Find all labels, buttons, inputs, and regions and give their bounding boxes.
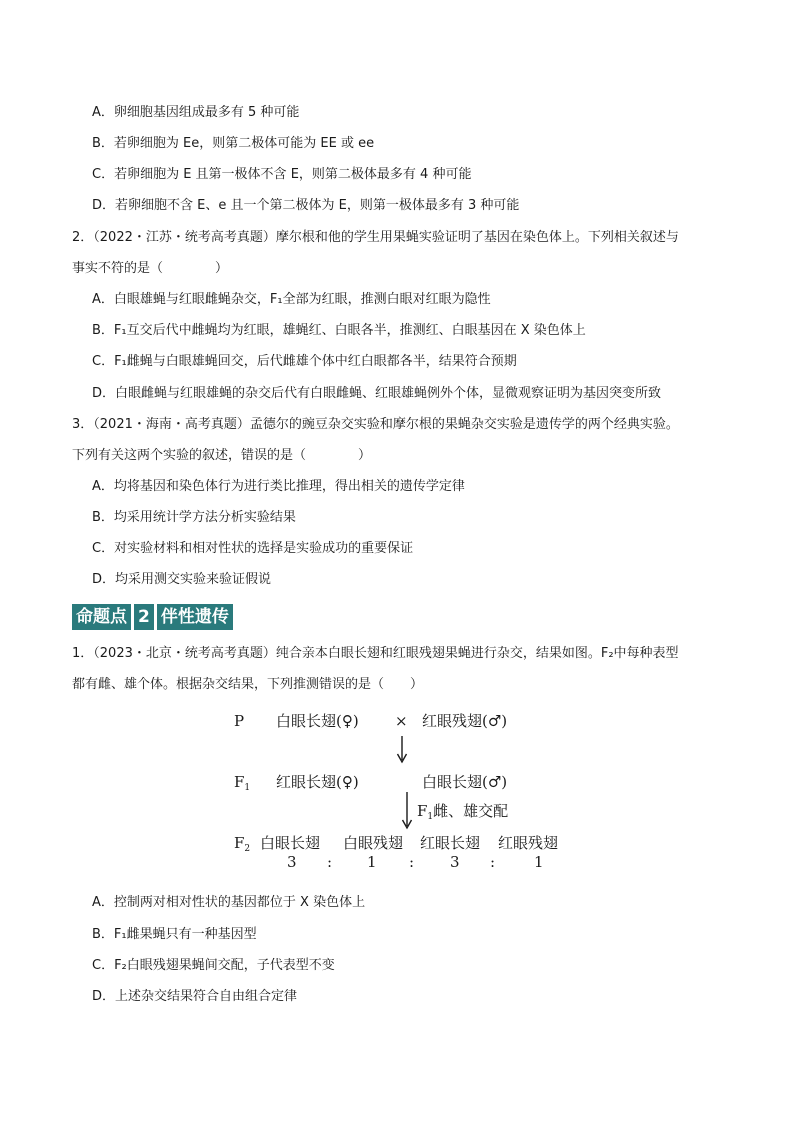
q3-option-b: B．均采用统计学方法分析实验结果 bbox=[92, 510, 296, 525]
q4-option-b: B．F₁雌果蝇只有一种基因型 bbox=[92, 927, 257, 942]
arrow-down-icon bbox=[401, 792, 413, 832]
q4-option-d: D．上述杂交结果符合自由组合定律 bbox=[92, 989, 298, 1004]
f2-phenotype-2: 白眼残翅 bbox=[343, 834, 404, 852]
q3-option-a: A．均将基因和染色体行为进行类比推理，得出相关的遗传学定律 bbox=[92, 479, 465, 494]
section-heading-label: 命题点 bbox=[72, 604, 131, 630]
f1-male-phenotype: 白眼长翅(♂) bbox=[422, 773, 508, 791]
q2-option-b: B．F₁互交后代中雌蝇均为红眼，雄蝇红、白眼各半，推测红、白眼基因在 X 染色体上 bbox=[92, 323, 586, 338]
ratio-value-4: 1 bbox=[534, 853, 544, 871]
q1-option-d: D．若卵细胞不含 E、e 且一个第二极体为 E，则第一极体最多有 3 种可能 bbox=[92, 198, 520, 213]
q2-option-a: A．白眼雄蝇与红眼雌蝇杂交，F₁全部为红眼，推测白眼对红眼为隐性 bbox=[92, 292, 491, 307]
ratio-value-1: 3 bbox=[287, 853, 297, 871]
arrow-down-icon bbox=[396, 736, 408, 766]
ratio-value-3: 3 bbox=[450, 853, 460, 871]
q3-option-d: D．均采用测交实验来验证假说 bbox=[92, 572, 272, 587]
ratio-separator-3: : bbox=[490, 853, 496, 871]
f2-phenotype-3: 红眼长翅 bbox=[420, 834, 481, 852]
q2-stem-line1: 2．（2022・江苏・统考高考真题）摩尔根和他的学生用果蝇实验证明了基因在染色体上。下列相关叙述与 bbox=[72, 230, 679, 245]
ratio-separator-2: : bbox=[409, 853, 415, 871]
generation-f1-label: $F_1$ bbox=[234, 773, 251, 793]
f1-intercross-label: $F_1$雌、雄交配 bbox=[417, 802, 509, 822]
ratio-separator-1: : bbox=[327, 853, 333, 871]
q4-option-a: A．控制两对相对性状的基因都位于 X 染色体上 bbox=[92, 895, 366, 910]
p-male-phenotype: 红眼残翅(♂) bbox=[422, 712, 508, 730]
q3-option-c: C．对实验材料和相对性状的选择是实验成功的重要保证 bbox=[92, 541, 414, 556]
p-female-phenotype: 白眼长翅(♀) bbox=[276, 712, 359, 730]
q1-option-c: C．若卵细胞为 E 且第一极体不含 E，则第二极体最多有 4 种可能 bbox=[92, 167, 472, 182]
q1-option-a: A．卵细胞基因组成最多有 5 种可能 bbox=[92, 105, 300, 120]
q4-stem-line2: 都有雌、雄个体。根据杂交结果，下列推测错误的是（ ） bbox=[72, 677, 424, 692]
q1-option-b: B．若卵细胞为 Ee，则第二极体可能为 EE 或 ee bbox=[92, 136, 375, 151]
f2-phenotype-1: 白眼长翅 bbox=[260, 834, 321, 852]
q4-option-c: C．F₂白眼残翅果蝇间交配，子代表型不变 bbox=[92, 958, 335, 973]
f1-female-phenotype: 红眼长翅(♀) bbox=[276, 773, 359, 791]
cross-symbol: × bbox=[395, 712, 408, 730]
f2-phenotype-4: 红眼残翅 bbox=[498, 834, 559, 852]
q4-stem-line1: 1．（2023・北京・统考高考真题）纯合亲本白眼长翅和红眼残翅果蝇进行杂交，结果如图。F₂中每种表型 bbox=[72, 646, 679, 661]
ratio-value-2: 1 bbox=[367, 853, 377, 871]
q3-stem-line2: 下列有关这两个实验的叙述，错误的是（ ） bbox=[72, 448, 372, 463]
q2-option-d: D．白眼雌蝇与红眼雄蝇的杂交后代有白眼雌蝇、红眼雄蝇例外个体，显微观察证明为基因突变所致 bbox=[92, 386, 662, 401]
section-heading-number: 2 bbox=[134, 604, 154, 630]
generation-f2-label: $F_2$ bbox=[234, 834, 251, 854]
generation-p-label: P bbox=[234, 712, 245, 730]
section-heading bbox=[72, 604, 233, 630]
section-heading-title: 伴性遗传 bbox=[157, 604, 233, 630]
q3-stem-line1: 3．（2021・海南・高考真题）孟德尔的豌豆杂交实验和摩尔根的果蝇杂交实验是遗传学的两个经典实验。 bbox=[72, 417, 679, 432]
q2-stem-line2: 事实不符的是（ ） bbox=[72, 261, 229, 276]
q2-option-c: C．F₁雌蝇与白眼雄蝇回交，后代雌雄个体中红白眼都各半，结果符合预期 bbox=[92, 354, 517, 369]
